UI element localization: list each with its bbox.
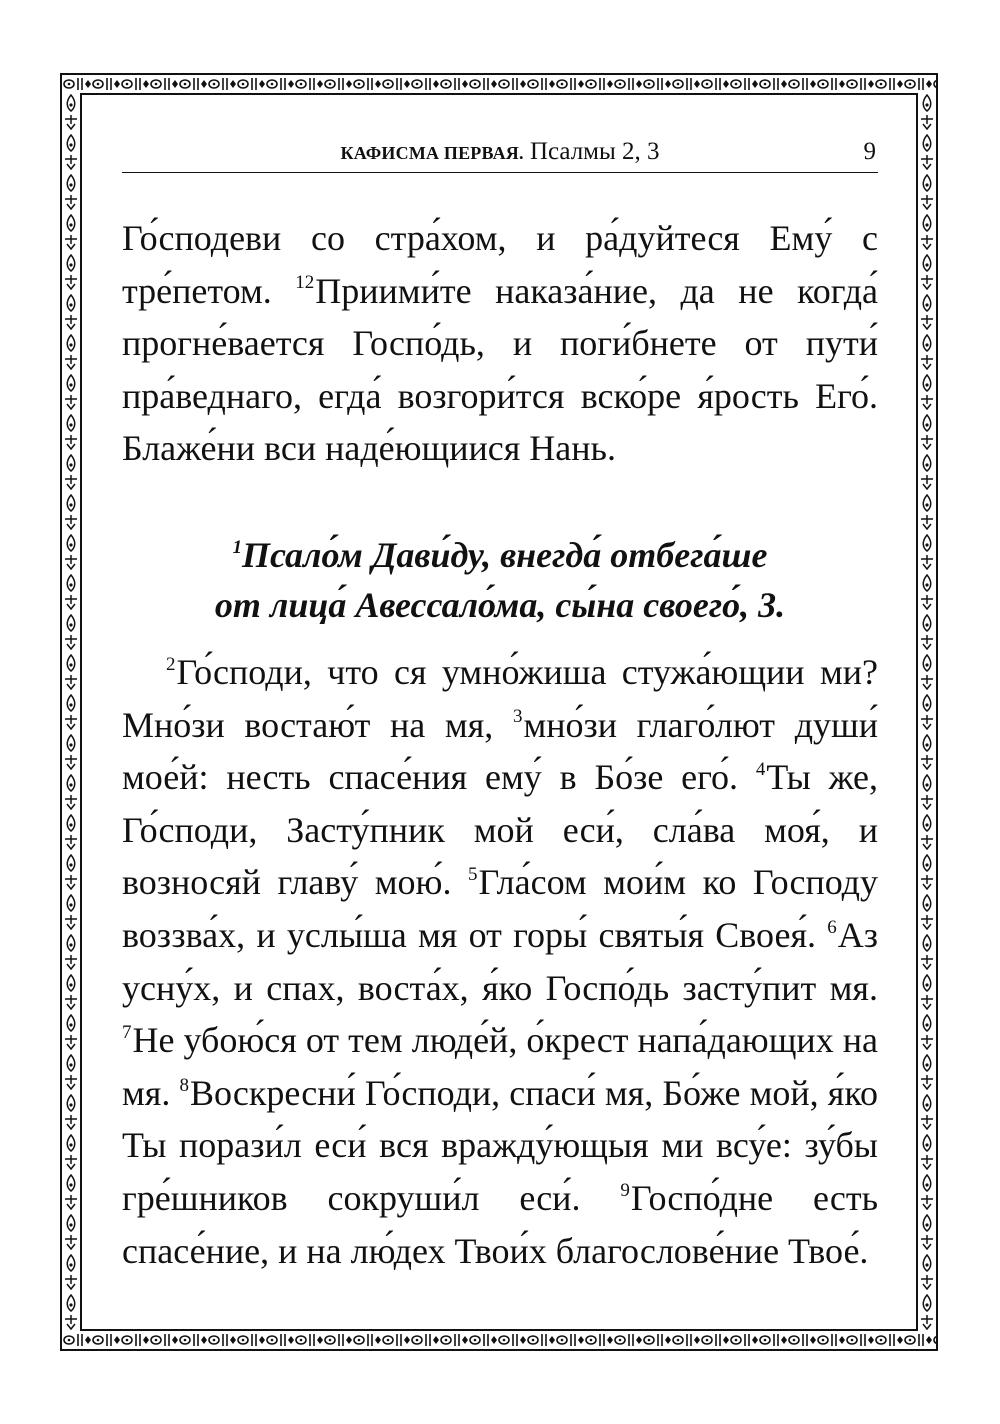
psalm-3-verse-6-text: Аз усну́х, и спах, воста́х, я́ко Госпо́дь засту́пит мя. — [122, 914, 878, 1008]
ornament-band-left-pattern — [62, 93, 80, 1331]
psalm-3-verse-5-text: Гла́сом мои́м ко Господу воззва́х, и услы́ша мя от горы́ святы́я Своея́. — [122, 862, 879, 955]
verse-number: 5 — [468, 864, 478, 886]
psalm-3-heading — [122, 530, 878, 630]
page-number: 9 — [863, 138, 876, 165]
ornament-band-right — [918, 93, 936, 1331]
verse-number: 2 — [166, 653, 176, 675]
psalm-2-verse-12-text: Приими́те наказа́ние, да не когда́ прогне́вается Госпо́дь, и поги́бнете от пути́ пра́веднаго, егда́ возгори́тся вско́ре я́рость Его́. Блаже́ни вси наде́ющиися Нань. — [122, 270, 879, 469]
ornament-band-bottom — [62, 1331, 936, 1349]
psalm-3-verse-8-text: Воскресни́ Го́споди, спаси́ мя, Бо́же мой, я́ко Ты порази́л еси́ вся вражду́ющыя ми всу́е: зу́бы гре́шников сокруши́л еси́. — [122, 1072, 879, 1218]
psalm-3-body — [122, 646, 878, 1277]
ornament-band-left — [62, 93, 80, 1331]
psalm-3-verse-7-text: Не убою́ся от тем люде́й, о́крест напа́дающих на мя. — [122, 1020, 878, 1113]
psalm-3-verse-9-text: Госпо́дне есть спасе́ние, и на лю́дех Твои́х благослове́ние Твое́. — [122, 1177, 878, 1271]
psalm-3-verse-2-text: Го́споди, что ся умно́жиша стужа́ющии ми? Мно́зи востаю́т на мя, — [122, 652, 878, 745]
psalm-3-verse-3-text: мно́зи глаго́лют души́ мое́й: несть спасе́ния ему́ в Бо́зе его́. — [122, 704, 878, 798]
running-head-psalms: Псалмы 2, 3 — [529, 138, 660, 165]
verse-number: 7 — [122, 1021, 132, 1043]
psalm-3-heading-line-1 — [122, 530, 878, 580]
ornament-band-top — [62, 75, 936, 93]
verse-number: 4 — [755, 758, 766, 780]
running-head-title — [122, 138, 878, 166]
ornament-band-bottom-pattern — [62, 1331, 936, 1349]
running-head — [122, 136, 878, 173]
verse-number: 3 — [512, 706, 523, 728]
ornament-band-top-pattern — [62, 75, 936, 93]
psalm-2-ending — [122, 212, 878, 475]
psalm-3-heading-line-2: от лица́ Авессало́ма, сы́на своего́, 3. — [214, 585, 786, 625]
verse-number: 12 — [295, 272, 315, 294]
psalm-2-verse-11-text: Го́сподеви со стра́хом, и ра́дуйтеся Ему́ с тре́петом. — [122, 218, 878, 311]
running-head-section: КАФИСМА ПЕРВАЯ. — [340, 143, 524, 163]
verse-number: 8 — [179, 1074, 189, 1096]
psalm-3-heading-line-1-text: Псало́м Дави́ду, внегда́ отбега́ше — [242, 535, 768, 575]
verse-number: 1 — [232, 536, 242, 558]
psalm-3-verse-4-text: Ты же, Го́споди, Засту́пник мой еси́, сла́ва моя́, и возносяй главу́ мою́. — [122, 757, 879, 903]
ornament-band-right-pattern — [918, 93, 936, 1331]
verse-number: 9 — [620, 1179, 630, 1201]
verse-number: 6 — [827, 916, 837, 938]
